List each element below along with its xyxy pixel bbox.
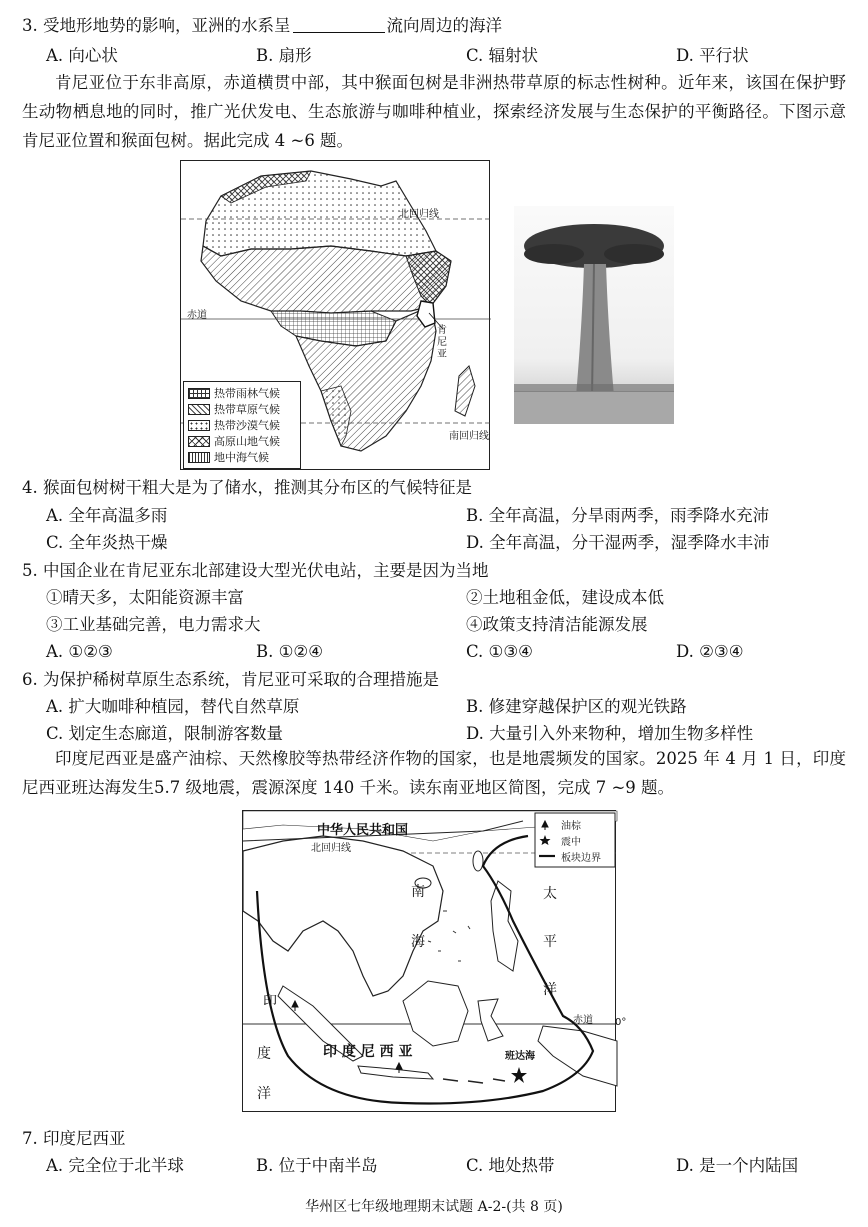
africa-climate-map [180,160,490,470]
q3-answer-blank [293,15,385,33]
q5-option-d: D. ②③④ [676,642,744,661]
q5-item-4: ④政策支持清洁能源发展 [466,615,648,634]
q5-option-c: C. ①③④ [466,642,533,661]
q5-option-b: B. ①②④ [256,642,323,661]
label-equator: 赤道 [187,310,207,321]
label-pacific-2: 平 [543,934,557,950]
swatch-savanna [188,404,210,415]
q3-option-a: A. 向心状 [46,46,118,65]
legend-mediterranean: 地中海气候 [188,449,296,465]
q5-item-3: ③工业基础完善，电力需求大 [46,615,261,634]
q3-stem-part2: 流向周边的海洋 [386,16,502,35]
q4-option-d: D. 全年高温，分干湿两季，湿季降水丰沛 [466,533,770,552]
q4-option-b: B. 全年高温，分旱雨两季，雨季降水充沛 [466,506,770,525]
q4-stem: 4. 猴面包树树干粗大是为了储水，推测其分布区的气候特征是 [22,478,472,497]
label-south-sea-1: 南 [411,884,425,900]
legend-rainforest: 热带雨林气候 [188,385,296,401]
q4-option-c: C. 全年炎热干燥 [46,533,168,552]
q6-option-b: B. 修建穿越保护区的观光铁路 [466,697,687,716]
legend-oil-palm: 油棕 [561,821,581,832]
q3-option-d: D. 平行状 [676,46,749,65]
legend-plateau: 高原山地气候 [188,433,296,449]
label-zero-degree: 0° [615,1017,627,1028]
label-kenya: 肯尼亚 [437,325,447,360]
label-tropic-south: 南回归线 [449,431,489,442]
label-indonesia: 印 度 尼 西 亚 [323,1044,413,1060]
label-pacific-1: 太 [543,886,557,902]
q6-option-a: A. 扩大咖啡种植园，替代自然草原 [46,697,300,716]
swatch-plateau [188,436,210,447]
baobab-tree-icon [514,206,674,424]
intro-indonesia: 印度尼西亚是盛产油棕、天然橡胶等热带经济作物的国家，也是地震频发的国家。2025 年 4 月 1 日，印度尼西亚班达海发生5.7 级地震，震源深度 140 千米。读东南亚地区简图，完成 7 ~9 题。 [22,749,846,797]
q6-option-d: D. 大量引入外来物种，增加生物多样性 [466,724,754,743]
q5-item-2: ②土地租金低，建设成本低 [466,588,664,607]
legend-epicenter: 震中 [561,837,581,848]
swatch-rainforest [188,388,210,399]
q7-stem: 7. 印度尼西亚 [22,1129,126,1148]
page-footer: 华州区七年级地理期末试题 A-2-(共 8 页) [305,1199,563,1215]
label-indian-1: 印 [263,994,277,1010]
q5-stem: 5. 中国企业在肯尼亚东北部建设大型光伏电站，主要是因为当地 [22,561,489,580]
q3-stem [22,14,502,38]
baobab-photo [514,206,674,424]
q7-option-d: D. 是一个内陆国 [676,1156,799,1175]
q4-option-a: A. 全年高温多雨 [46,506,168,525]
label-china: 中华人民共和国 [317,823,409,838]
intro-kenya: 肯尼亚位于东非高原，赤道横贯中部，其中猴面包树是非洲热带草原的标志性树种。近年来，该国在保护野生动物栖息地的同时，推广光伏发电、生态旅游与咖啡种植业，探索经济发展与生态保护的平衡路径。下图示意肯尼亚位置和猴面包树。据此完成 4 ~6 题。 [22,73,846,150]
q5-option-a: A. ①②③ [46,642,113,661]
africa-map-legend [183,381,301,469]
label-indian-2: 度 [257,1046,271,1062]
legend-plate-boundary: 板块边界 [561,853,601,864]
q3-option-c: C. 辐射状 [466,46,539,65]
southeast-asia-map [242,810,627,1112]
swatch-mediterranean [188,452,210,463]
label-south-sea-2: 海 [411,934,425,950]
q7-option-b: B. 位于中南半岛 [256,1156,378,1175]
legend-desert: 热带沙漠气候 [188,417,296,433]
q7-option-a: A. 完全位于北半球 [46,1156,184,1175]
label-tropic-north: 北回归线 [311,843,351,854]
label-equator: 赤道 [573,1015,593,1026]
q3-stem-part1: 3. 受地形地势的影响，亚洲的水系呈 [22,16,291,35]
label-tropic-north: 北回归线 [399,209,439,220]
swatch-desert [188,420,210,431]
label-pacific-3: 洋 [543,982,557,998]
legend-savanna: 热带草原气候 [188,401,296,417]
q6-option-c: C. 划定生态廊道，限制游客数量 [46,724,284,743]
q7-option-c: C. 地处热带 [466,1156,555,1175]
q5-item-1: ①晴天多，太阳能资源丰富 [46,588,244,607]
label-banda-sea: 班达海 [505,1051,535,1062]
q3-option-b: B. 扇形 [256,46,312,65]
label-indian-3: 洋 [257,1086,271,1102]
q6-stem: 6. 为保护稀树草原生态系统，肯尼亚可采取的合理措施是 [22,670,439,689]
